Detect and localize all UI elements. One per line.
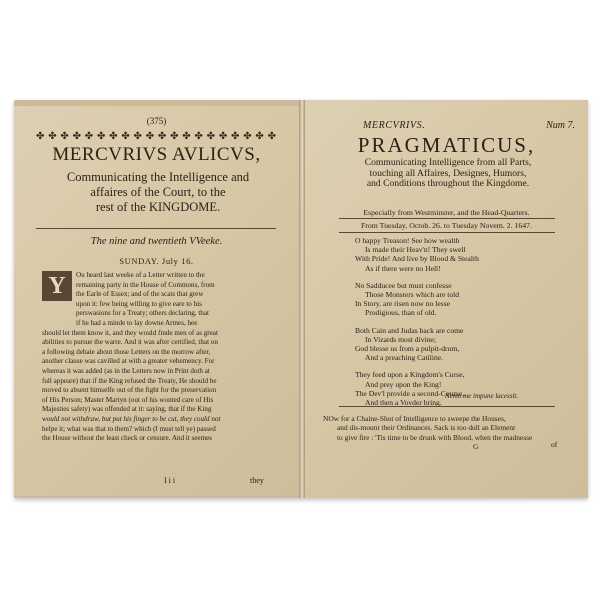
body-line: whereas it was added (as in the Letters now in Print doth at	[42, 366, 210, 375]
newsbook-title: MERCVRIVS AVLICVS,	[52, 144, 261, 165]
catchword: they	[250, 476, 264, 485]
body-line: NOw for a Chaine-Shot of Intelligence to sweepe the Houses,	[323, 414, 506, 423]
body-line: abilities to pursue the warre. And it was after certified, that on	[42, 338, 218, 347]
body-line: moved to absent himselfe out of the fight for the preservation	[42, 386, 217, 395]
date-range: From Tuesday, Octob. 26. to Tuesday Novem. 2. 1647.	[360, 221, 533, 230]
subtitle-line: Communicating the Intelligence and	[66, 170, 250, 184]
body-line: should let them know it, and they would finde men of as great	[42, 328, 218, 337]
body-text	[323, 414, 573, 452]
subtitle-line: affaires of the Court, to the	[90, 185, 226, 199]
subtitle-line: rest of the KINGDOME.	[95, 200, 221, 214]
poem-line: Is made their Heav'n! They swell	[365, 245, 466, 255]
header-title: MERCVRIVS.	[363, 120, 426, 131]
body-line: the House without the least check or censure. And it seemes	[42, 434, 213, 443]
signature-mark: G	[473, 442, 479, 452]
poem-line: Both Cain and Judas back are come	[355, 325, 464, 335]
right-page	[305, 100, 588, 498]
newsbook-subtitle	[34, 170, 282, 215]
poem-line: In Vizards most divine;	[365, 334, 436, 344]
poem-stanza	[355, 236, 555, 273]
motto: Nemo me impune lacessit.	[445, 392, 519, 400]
left-page	[14, 106, 299, 496]
poem-line: Prodigious, than of old.	[365, 308, 437, 318]
subtitle-line: and Conditions throughout the Kingdome.	[366, 178, 530, 189]
date-heading: SUNDAY. July 16.	[119, 256, 194, 266]
poem	[355, 236, 555, 415]
poem-line: And prey upon the King!	[365, 379, 442, 389]
divider-rule	[339, 232, 555, 233]
drop-cap: Y	[42, 271, 72, 301]
poem-line: And a preaching Catiline.	[365, 353, 444, 363]
source-line: Especially from Westminster, and the Head-Quarters.	[363, 208, 530, 217]
body-line: remaining party in the House of Commons, from	[76, 280, 215, 289]
subtitle-line: Communicating Intelligence from all Parts,	[364, 157, 532, 168]
poem-line: In Story, are risen now no lesse	[355, 299, 451, 309]
signature-mark: I i i	[164, 476, 176, 485]
week-heading: The nine and twentieth VVeeke.	[90, 236, 223, 247]
poem-stanza	[355, 326, 555, 363]
divider-rule	[339, 218, 555, 219]
issue-number: Num 7.	[546, 120, 575, 131]
body-line: a following debate about those Letters on the morrow after,	[42, 347, 211, 356]
body-line: helpe it; what was that to them? which (I must tell ye) passed	[42, 424, 216, 433]
poem-line: And then a Vovder bring.	[365, 398, 442, 408]
body-line: and dis-mount their Ordinances. Sack is too dull an Element	[337, 423, 516, 433]
ornament-border: ✤ ✤ ✤ ✤ ✤ ✤ ✤ ✤ ✤ ✤ ✤ ✤ ✤ ✤ ✤ ✤ ✤ ✤ ✤ ✤	[36, 131, 276, 142]
poem-line: As if there were no Hell!	[365, 263, 441, 273]
poem-stanza	[355, 281, 555, 318]
body-line: full appeare) that if the King refused the Treaty, He should be	[42, 376, 217, 385]
newsbook-subtitle	[319, 158, 577, 190]
divider-rule	[339, 406, 555, 407]
body-line: another clause was cavilled at with a greater vehemency. For	[42, 357, 215, 366]
body-line: the Earle of Essex; and of the scats that grew	[76, 290, 204, 299]
body-line: if he had a minde to lay downe Armes, hee	[76, 318, 198, 327]
poem-line: They feed upon a Kingdom's Curse,	[355, 370, 465, 380]
poem-line: With Pride! And live by Blood & Stealth	[355, 254, 479, 264]
running-header	[323, 120, 575, 132]
open-book-spread	[14, 100, 588, 498]
poem-stanza	[355, 370, 555, 407]
body-line: of His Person; Master Martyn (out of his wonted care of His	[42, 395, 214, 404]
newsbook-title: PRAGMATICUS,	[357, 133, 536, 157]
body-text	[42, 271, 274, 444]
poem-line: The Dev'l provide a second-Course,	[355, 388, 465, 398]
poem-line: God blesse us from a pulpit-drum,	[355, 344, 460, 354]
subtitle-line: touching all Affaires, Designes, Humors,	[369, 167, 527, 179]
body-line: Majesties safety) was offended at it: saying, that if the King	[42, 405, 212, 414]
body-line: would not withdraw, but put his finger to be cut, they could not	[42, 414, 221, 423]
poem-line: Those Monsters which are told	[365, 290, 460, 300]
page-number: (375)	[146, 116, 167, 126]
body-line: perswasions for a Treaty; others declaring, that	[76, 309, 209, 318]
body-line: Ou heard last weeke of a Letter written to the	[76, 271, 205, 279]
body-line: upon it: few being willing to give eare to his	[76, 299, 202, 308]
catchword: of	[551, 440, 558, 449]
poem-line: No Sadducee but must confesse	[355, 280, 452, 290]
divider-rule	[36, 228, 276, 229]
body-line: to give fire : 'Tis time to be drunk with Blood, when the madnesse	[337, 432, 533, 442]
poem-line: O happy Treason! See how wealth	[355, 236, 460, 245]
